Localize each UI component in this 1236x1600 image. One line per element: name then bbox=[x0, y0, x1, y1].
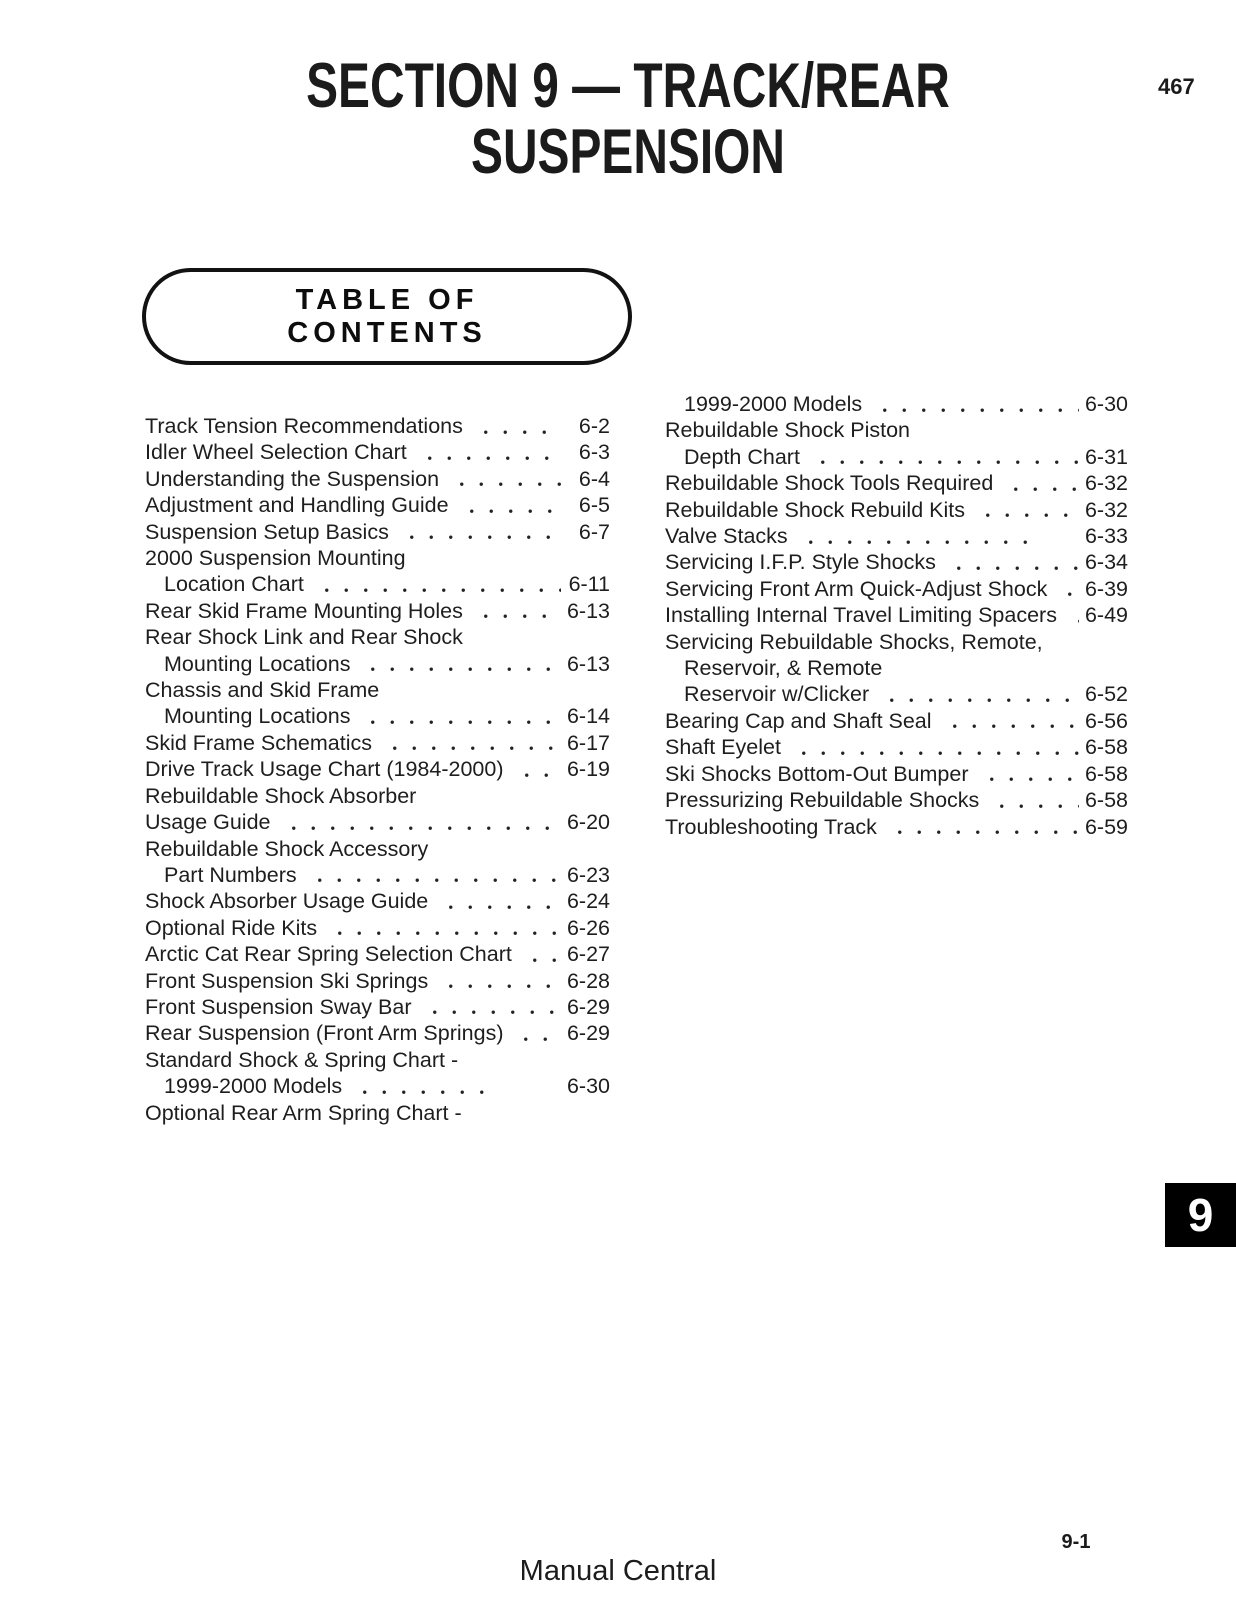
badge-line2: CONTENTS bbox=[287, 316, 487, 349]
toc-entry-page: 6-5 bbox=[578, 493, 610, 518]
toc-entry bbox=[145, 703, 610, 729]
dot-leader bbox=[942, 549, 1079, 575]
toc-entry-page: 6-27 bbox=[566, 942, 610, 967]
toc-entry bbox=[145, 1020, 610, 1046]
toc-entry-page: 6-34 bbox=[1084, 550, 1128, 575]
toc-entry bbox=[665, 470, 1128, 496]
toc-entry-text: Chassis and Skid Frame bbox=[145, 678, 380, 703]
dot-leader bbox=[323, 915, 561, 941]
toc-entry bbox=[145, 519, 610, 545]
toc-entry-text: Servicing Front Arm Quick-Adjust Shock bbox=[665, 576, 1048, 601]
toc-entry bbox=[145, 492, 610, 518]
toc-entry-text: Servicing I.F.P. Style Shocks bbox=[665, 550, 936, 575]
toc-entry bbox=[145, 439, 610, 465]
toc-entry-page: 6-26 bbox=[566, 915, 610, 940]
dot-leader bbox=[509, 1020, 561, 1046]
toc-entry bbox=[145, 836, 610, 862]
toc-entry-page: 6-2 bbox=[578, 414, 610, 438]
toc-entry bbox=[665, 391, 1128, 417]
toc-entry-page: 6-52 bbox=[1084, 682, 1128, 707]
toc-entry-page: 6-49 bbox=[1084, 603, 1128, 628]
toc-entry-text: Rear Skid Frame Mounting Holes bbox=[145, 598, 463, 623]
toc-entry bbox=[665, 814, 1128, 840]
dot-leader bbox=[518, 941, 561, 967]
dot-leader bbox=[999, 470, 1079, 496]
toc-entry-text: Valve Stacks bbox=[665, 524, 788, 549]
toc-entry-page: 6-24 bbox=[566, 889, 610, 914]
section-title bbox=[20, 53, 1236, 185]
toc-entry-text: Troubleshooting Track bbox=[665, 814, 877, 839]
toc-entry-text: Optional Rear Arm Spring Chart - bbox=[145, 1100, 462, 1125]
toc-entry-page: 6-29 bbox=[566, 1021, 610, 1046]
section-side-tab bbox=[1165, 1183, 1236, 1247]
section-side-tab-number: 9 bbox=[1187, 1189, 1214, 1241]
toc-entry-text: Arctic Cat Rear Spring Selection Chart bbox=[145, 942, 512, 967]
toc-entry-page: 6-32 bbox=[1084, 497, 1128, 522]
toc-entry bbox=[145, 730, 610, 756]
toc-entry-text: Rebuildable Shock Tools Required bbox=[665, 471, 994, 496]
toc-entry-text: Suspension Setup Basics bbox=[145, 519, 389, 544]
toc-entry-page: 6-11 bbox=[568, 572, 610, 597]
toc-entry bbox=[665, 708, 1128, 734]
toc-entry bbox=[665, 497, 1128, 523]
toc-entry bbox=[665, 629, 1128, 655]
dot-leader bbox=[395, 519, 561, 545]
toc-entry-text: Part Numbers bbox=[164, 862, 297, 887]
toc-entry-page: 6-17 bbox=[566, 730, 610, 755]
toc-entry-text: Installing Internal Travel Limiting Spacers bbox=[665, 603, 1057, 628]
dot-leader bbox=[455, 492, 561, 518]
toc-entry bbox=[665, 417, 1128, 443]
toc-entry-text: Servicing Rebuildable Shocks, Remote, bbox=[665, 629, 1043, 654]
footer-page-number: 9-1 bbox=[1061, 1531, 1091, 1553]
toc-entry-page: 6-58 bbox=[1084, 761, 1128, 786]
toc-entry bbox=[665, 655, 1128, 681]
toc-entry bbox=[145, 809, 610, 835]
toc-entry bbox=[665, 549, 1128, 575]
toc-entry bbox=[145, 624, 610, 650]
dot-leader bbox=[418, 994, 562, 1020]
toc-column-left bbox=[145, 413, 610, 1126]
dot-leader bbox=[434, 968, 561, 994]
toc-entry-page: 6-13 bbox=[566, 651, 610, 676]
toc-entry-text: Rebuildable Shock Piston bbox=[665, 418, 911, 443]
toc-entry-page: 6-4 bbox=[578, 466, 610, 491]
toc-entry-text: Pressurizing Rebuildable Shocks bbox=[665, 788, 980, 813]
toc-entry bbox=[665, 576, 1128, 602]
toc-entry-text: Bearing Cap and Shaft Seal bbox=[665, 708, 932, 733]
toc-entry-page: 6-19 bbox=[566, 757, 610, 782]
dot-leader bbox=[787, 734, 1079, 760]
toc-entry bbox=[145, 1047, 610, 1073]
dot-leader bbox=[1053, 576, 1079, 602]
dot-leader bbox=[413, 439, 561, 465]
table-of-contents-badge bbox=[142, 268, 632, 365]
toc-entry bbox=[665, 681, 1128, 707]
toc-entry-page: 6-30 bbox=[1084, 392, 1128, 416]
toc-entry bbox=[665, 787, 1128, 813]
toc-entry-text: Depth Chart bbox=[684, 444, 800, 469]
footer-brand: Manual Central bbox=[519, 1555, 717, 1587]
toc-entry bbox=[145, 1100, 610, 1126]
toc-entry bbox=[145, 941, 610, 967]
toc-entry-page: 6-20 bbox=[566, 810, 610, 835]
dot-leader bbox=[356, 703, 561, 729]
toc-entry-text: Reservoir w/Clicker bbox=[684, 682, 870, 707]
toc-entry-text: Ski Shocks Bottom-Out Bumper bbox=[665, 761, 969, 786]
toc-entry bbox=[145, 888, 610, 914]
dot-leader bbox=[469, 413, 561, 439]
toc-entry bbox=[665, 523, 1128, 549]
toc-entry bbox=[145, 1073, 610, 1099]
dot-leader bbox=[348, 1073, 494, 1099]
toc-entry-text: Rear Shock Link and Rear Shock bbox=[145, 625, 463, 650]
toc-entry-text: Shock Absorber Usage Guide bbox=[145, 889, 429, 914]
toc-entry-page: 6-3 bbox=[578, 440, 610, 465]
toc-entry-text: 1999-2000 Models bbox=[684, 392, 863, 416]
toc-entry-text: Optional Ride Kits bbox=[145, 915, 318, 940]
section-title-line2: SUSPENSION bbox=[471, 117, 785, 187]
toc-entry bbox=[145, 651, 610, 677]
toc-entry-text: Track Tension Recommendations bbox=[145, 414, 463, 438]
toc-entry bbox=[665, 602, 1128, 628]
corner-page-number: 467 bbox=[1158, 74, 1195, 99]
toc-entry-text: Idler Wheel Selection Chart bbox=[145, 440, 407, 465]
toc-entry-page: 6-14 bbox=[566, 704, 610, 729]
toc-entry bbox=[145, 413, 610, 439]
dot-leader bbox=[938, 708, 1079, 734]
toc-entry-text: Adjustment and Handling Guide bbox=[145, 493, 449, 518]
toc-entry-page: 6-23 bbox=[566, 862, 610, 887]
toc-entry-text: Reservoir, & Remote bbox=[684, 656, 883, 681]
toc-entry-text: Standard Shock & Spring Chart - bbox=[145, 1047, 459, 1072]
dot-leader bbox=[434, 888, 561, 914]
dot-leader bbox=[794, 523, 1037, 549]
toc-entry bbox=[145, 783, 610, 809]
dot-leader bbox=[985, 787, 1079, 813]
toc-entry bbox=[145, 545, 610, 571]
dot-leader bbox=[356, 651, 561, 677]
toc-entry bbox=[145, 756, 610, 782]
dot-leader bbox=[378, 730, 561, 756]
toc-entry-text: Front Suspension Sway Bar bbox=[145, 994, 412, 1019]
dot-leader bbox=[975, 761, 1080, 787]
toc-entry bbox=[145, 968, 610, 994]
toc-entry bbox=[145, 915, 610, 941]
toc-entry bbox=[145, 862, 610, 888]
toc-entry-text: Rebuildable Shock Accessory bbox=[145, 836, 429, 861]
toc-entry bbox=[665, 444, 1128, 470]
toc-entry-text: Rebuildable Shock Absorber bbox=[145, 783, 417, 808]
toc-entry-text: Mounting Locations bbox=[164, 651, 351, 676]
toc-entry-text: Location Chart bbox=[164, 572, 304, 597]
toc-entry-text: Skid Frame Schematics bbox=[145, 730, 373, 755]
toc-entry-text: Shaft Eyelet bbox=[665, 735, 781, 760]
toc-entry-text: Rebuildable Shock Rebuild Kits bbox=[665, 497, 965, 522]
dot-leader bbox=[971, 497, 1079, 523]
toc-entry bbox=[665, 761, 1128, 787]
dot-leader bbox=[868, 391, 1079, 417]
toc-entry-text: Drive Track Usage Chart (1984-2000) bbox=[145, 757, 504, 782]
section-title-line1: SECTION 9 — TRACK/REAR bbox=[306, 51, 950, 121]
toc-entry-page: 6-59 bbox=[1084, 814, 1128, 839]
dot-leader bbox=[883, 814, 1079, 840]
dot-leader bbox=[510, 756, 562, 782]
toc-entry-text: Rear Suspension (Front Arm Springs) bbox=[145, 1021, 504, 1046]
toc-entry-page: 6-30 bbox=[566, 1074, 610, 1099]
toc-entry-page: 6-33 bbox=[1084, 524, 1128, 549]
toc-entry-text: Mounting Locations bbox=[164, 704, 351, 729]
toc-entry-page: 6-39 bbox=[1084, 576, 1128, 601]
toc-entry-text: Front Suspension Ski Springs bbox=[145, 968, 429, 993]
toc-entry-text: 2000 Suspension Mounting bbox=[145, 546, 406, 571]
toc-entry bbox=[145, 598, 610, 624]
toc-entry-page: 6-13 bbox=[566, 598, 610, 623]
toc-entry-text: Understanding the Suspension bbox=[145, 466, 440, 491]
toc-entry bbox=[145, 571, 610, 597]
toc-entry-page: 6-29 bbox=[566, 994, 610, 1019]
toc-entry-text: 1999-2000 Models bbox=[164, 1074, 343, 1099]
dot-leader bbox=[875, 681, 1079, 707]
toc-entry-text: Usage Guide bbox=[145, 810, 271, 835]
toc-entry bbox=[665, 734, 1128, 760]
toc-entry-page: 6-58 bbox=[1084, 788, 1128, 813]
dot-leader bbox=[469, 598, 561, 624]
toc-entry bbox=[145, 466, 610, 492]
toc-entry-page: 6-31 bbox=[1084, 444, 1128, 469]
dot-leader bbox=[806, 444, 1079, 470]
toc-entry-page: 6-7 bbox=[578, 519, 610, 544]
badge-line1: TABLE OF bbox=[295, 283, 479, 316]
dot-leader bbox=[277, 809, 562, 835]
dot-leader bbox=[1063, 602, 1079, 628]
toc-entry-page: 6-56 bbox=[1084, 708, 1128, 733]
dot-leader bbox=[445, 466, 561, 492]
toc-entry-page: 6-58 bbox=[1084, 735, 1128, 760]
toc-entry bbox=[145, 994, 610, 1020]
dot-leader bbox=[310, 571, 561, 597]
toc-entry-page: 6-32 bbox=[1084, 471, 1128, 496]
toc-entry-page: 6-28 bbox=[566, 968, 610, 993]
toc-entry bbox=[145, 677, 610, 703]
dot-leader bbox=[303, 862, 561, 888]
toc-column-right bbox=[665, 391, 1128, 840]
